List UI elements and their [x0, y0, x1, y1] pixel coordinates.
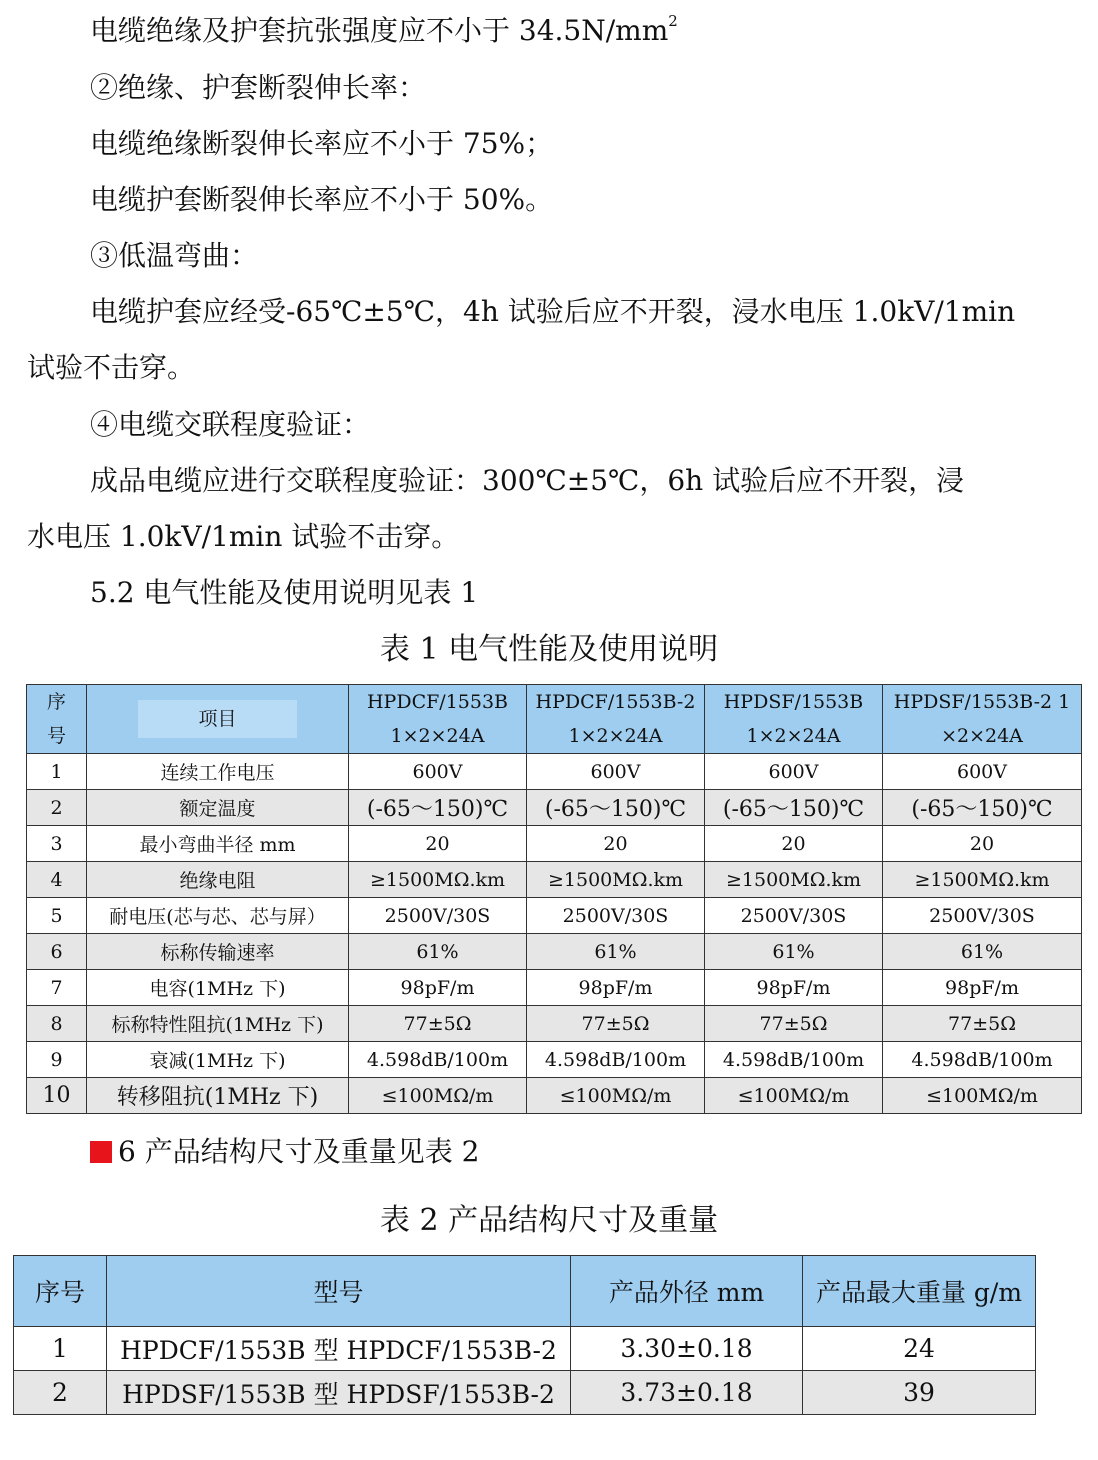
- cell-value: 2500V/30S: [883, 898, 1082, 934]
- paragraph-elongation-heading: ②绝缘、护套断裂伸长率：: [90, 71, 427, 104]
- row-diameter: 3.73±0.18: [571, 1371, 803, 1415]
- header-seq: 序 号: [27, 685, 87, 754]
- table1-caption: 表 1 电气性能及使用说明: [379, 632, 719, 667]
- cell-value: 98pF/m: [883, 970, 1082, 1006]
- header-model-2: HPDCF/1553B-2 1×2×24A: [527, 685, 705, 754]
- cell-value: 98pF/m: [349, 970, 527, 1006]
- cell-value: 77±5Ω: [705, 1006, 883, 1042]
- section-6-heading: 6 产品结构尺寸及重量见表 2: [90, 1135, 479, 1169]
- table-row: [27, 1078, 1082, 1114]
- paragraph-tensile-strength: 电缆绝缘及护套抗张强度应不小于 $34.5N/mm^2$: [90, 12, 678, 47]
- cell-value: 4.598dB/100m: [705, 1042, 883, 1078]
- cell-value: ≥1500MΩ.km: [883, 862, 1082, 898]
- row-model: HPDSF/1553B 型 HPDSF/1553B-2: [107, 1371, 571, 1415]
- cell-value: ≤100MΩ/m: [349, 1078, 527, 1114]
- cell-value: 61%: [883, 934, 1082, 970]
- table2-header-row: [14, 1256, 1036, 1327]
- cell-value: ≥1500MΩ.km: [705, 862, 883, 898]
- row-weight: 24: [803, 1327, 1036, 1371]
- row-number: 2: [14, 1371, 107, 1415]
- electrical-performance-table: [26, 684, 1082, 1114]
- cell-value: 2500V/30S: [349, 898, 527, 934]
- row-number: 7: [27, 970, 87, 1006]
- row-diameter: 3.30±0.18: [571, 1327, 803, 1371]
- cell-value: 2500V/30S: [527, 898, 705, 934]
- cell-value: 61%: [527, 934, 705, 970]
- cell-value: 98pF/m: [705, 970, 883, 1006]
- cell-value: ≤100MΩ/m: [527, 1078, 705, 1114]
- cell-value: ≤100MΩ/m: [705, 1078, 883, 1114]
- table1-header-row: [27, 685, 1082, 754]
- row-number: 9: [27, 1042, 87, 1078]
- header-model-4: HPDSF/1553B-2 1 ×2×24A: [883, 685, 1082, 754]
- paragraph-low-temp-text-cont: 试验不击穿。: [27, 351, 196, 384]
- table2-caption: 表 2 产品结构尺寸及重量: [379, 1203, 719, 1238]
- paragraph-crosslink-text-cont: 水电压 1.0kV/1min 试验不击穿。: [27, 520, 460, 553]
- header-model-1: HPDCF/1553B 1×2×24A: [349, 685, 527, 754]
- superscript: 2: [668, 12, 678, 30]
- row-number: 3: [27, 826, 87, 862]
- cell-value: (-65～150)℃: [349, 790, 527, 826]
- row-item: 额定温度: [87, 790, 349, 826]
- row-item: 衰减(1MHz 下): [87, 1042, 349, 1078]
- cell-value: 4.598dB/100m: [527, 1042, 705, 1078]
- row-number: 10: [27, 1078, 87, 1114]
- cell-value: 20: [883, 826, 1082, 862]
- paragraph-sheath-elongation: 电缆护套断裂伸长率应不小于 50%。: [90, 183, 554, 216]
- row-item: 最小弯曲半径 mm: [87, 826, 349, 862]
- cell-value: 4.598dB/100m: [349, 1042, 527, 1078]
- table-row: [14, 1327, 1036, 1371]
- header-model-3: HPDSF/1553B 1×2×24A: [705, 685, 883, 754]
- cell-value: 2500V/30S: [705, 898, 883, 934]
- paragraph-low-temp-text: 电缆护套应经受-65℃±5℃，4h 试验后应不开裂，浸水电压 1.0kV/1min: [90, 295, 1016, 328]
- header-seq: 序号: [14, 1256, 107, 1327]
- table-row: [27, 970, 1082, 1006]
- cell-value: 77±5Ω: [883, 1006, 1082, 1042]
- cell-value: (-65～150)℃: [705, 790, 883, 826]
- cell-value: 98pF/m: [527, 970, 705, 1006]
- table-row: [27, 1006, 1082, 1042]
- row-number: 4: [27, 862, 87, 898]
- cell-value: 20: [705, 826, 883, 862]
- cell-value: 61%: [349, 934, 527, 970]
- paragraph-section-5-2: 5.2 电气性能及使用说明见表 1: [90, 576, 479, 609]
- table-row: [27, 898, 1082, 934]
- cell-value: 61%: [705, 934, 883, 970]
- cell-value: ≤100MΩ/m: [883, 1078, 1082, 1114]
- red-square-icon: [90, 1141, 112, 1163]
- header-diameter: 产品外径 mm: [571, 1256, 803, 1327]
- row-number: 2: [27, 790, 87, 826]
- header-item: 项目: [87, 685, 349, 754]
- dimensions-weight-table: [13, 1255, 1036, 1415]
- row-item: 电容(1MHz 下): [87, 970, 349, 1006]
- table-row: [27, 790, 1082, 826]
- header-weight: 产品最大重量 g/m: [803, 1256, 1036, 1327]
- row-number: 8: [27, 1006, 87, 1042]
- row-number: 5: [27, 898, 87, 934]
- row-number: 6: [27, 934, 87, 970]
- cell-value: 4.598dB/100m: [883, 1042, 1082, 1078]
- table-row: [14, 1371, 1036, 1415]
- cell-value: 20: [349, 826, 527, 862]
- cell-value: 600V: [705, 754, 883, 790]
- row-item: 连续工作电压: [87, 754, 349, 790]
- row-item: 转移阻抗(1MHz 下): [87, 1078, 349, 1114]
- cell-value: (-65～150)℃: [883, 790, 1082, 826]
- row-item: 标称特性阻抗(1MHz 下): [87, 1006, 349, 1042]
- header-model: 型号: [107, 1256, 571, 1327]
- cell-value: (-65～150)℃: [527, 790, 705, 826]
- cell-value: 77±5Ω: [527, 1006, 705, 1042]
- paragraph-insulation-elongation: 电缆绝缘断裂伸长率应不小于 75%；: [90, 127, 554, 160]
- row-number: 1: [27, 754, 87, 790]
- row-model: HPDCF/1553B 型 HPDCF/1553B-2: [107, 1327, 571, 1371]
- cell-value: 77±5Ω: [349, 1006, 527, 1042]
- cell-value: ≥1500MΩ.km: [349, 862, 527, 898]
- cell-value: 600V: [527, 754, 705, 790]
- table-row: [27, 826, 1082, 862]
- row-weight: 39: [803, 1371, 1036, 1415]
- row-number: 1: [14, 1327, 107, 1371]
- table-row: [27, 754, 1082, 790]
- paragraph-crosslink-text: 成品电缆应进行交联程度验证：300℃±5℃，6h 试验后应不开裂，浸: [90, 464, 965, 497]
- table-row: [27, 862, 1082, 898]
- cell-value: 600V: [349, 754, 527, 790]
- table-row: [27, 1042, 1082, 1078]
- cell-value: ≥1500MΩ.km: [527, 862, 705, 898]
- row-item: 标称传输速率: [87, 934, 349, 970]
- row-item: 绝缘电阻: [87, 862, 349, 898]
- paragraph-low-temp-heading: ③低温弯曲：: [90, 239, 259, 272]
- row-item: 耐电压(芯与芯、芯与屏）: [87, 898, 349, 934]
- cell-value: 600V: [883, 754, 1082, 790]
- cell-value: 20: [527, 826, 705, 862]
- paragraph-crosslink-heading: ④电缆交联程度验证：: [90, 408, 371, 441]
- table-row: [27, 934, 1082, 970]
